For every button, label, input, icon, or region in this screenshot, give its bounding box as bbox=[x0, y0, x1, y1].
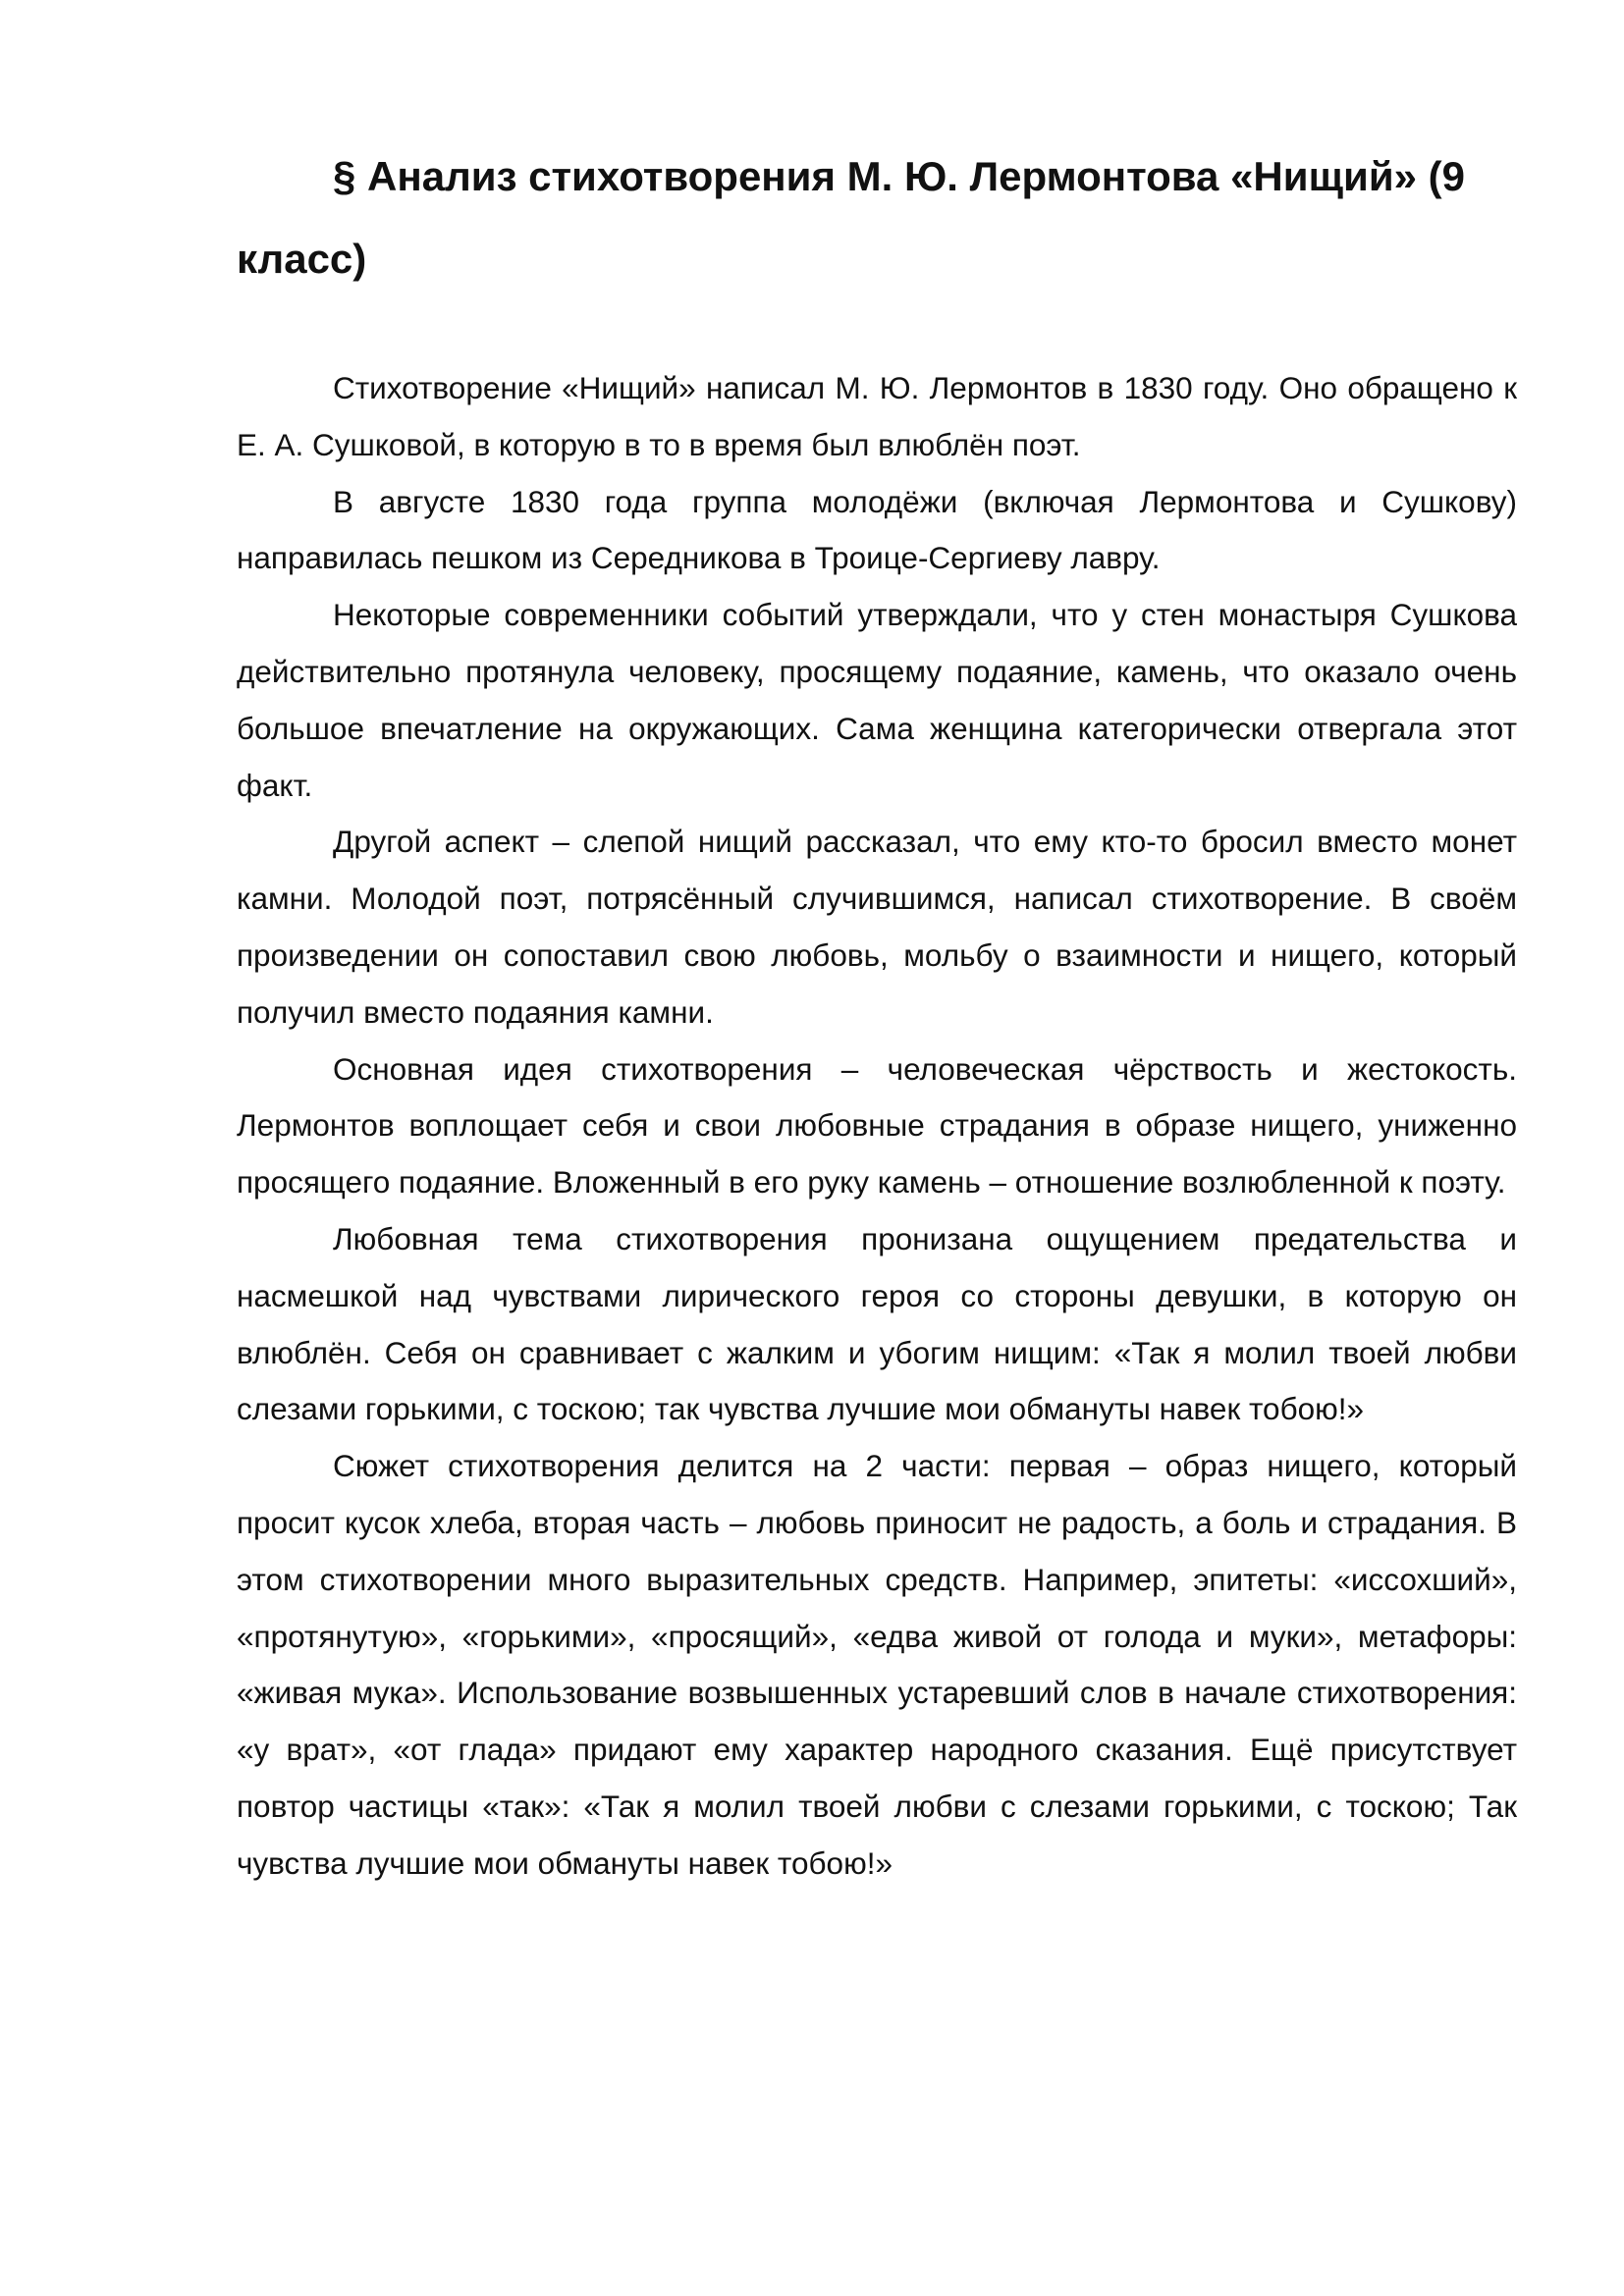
paragraph: Некоторые современники событий утверждали, что у стен монастыря Сушкова действительно протянула человеку, просящему подаяние, камень, что оказало очень большое впечатление на окружающих. Сама женщина категорически отвергала этот факт. bbox=[237, 597, 1517, 803]
paragraph: Основная идея стихотворения – человеческая чёрствость и жестокость. Лермонтов воплощает себя и свои любовные страдания в образе нищего, униженно просящего подаяние. Вложенный в его руку камень – отношение возлюбленной к поэту. bbox=[237, 1050, 1517, 1201]
paragraph: Другой аспект – слепой нищий рассказал, что ему кто-то бросил вместо монет камни. Молодой поэт, потрясённый случившимся, написал стихотворение. В своём произведении он сопоставил свою любовь, мольбу о взаимности и нищего, который получил вместо подаяния камни. bbox=[237, 824, 1517, 1030]
paragraph: Стихотворение «Нищий» написал М. Ю. Лермонтов в 1830 году. Оно обращено к Е. А. Сушковой, в которую в то в время был влюблён поэт. bbox=[237, 370, 1517, 462]
paragraph: В августе 1830 года группа молодёжи (включая Лермонтова и Сушкову) направилась пешком из Середникова в Троице-Сергиеву лавру. bbox=[237, 483, 1517, 576]
document-body bbox=[237, 360, 1517, 1893]
paragraph: Любовная тема стихотворения пронизана ощущением предательства и насмешкой над чувствами лирического героя со стороны девушки, в которую он влюблён. Себя он сравнивает с жалким и убогим нищим: «Так я молил твоей любви слезами горькими, с тоскою; так чувства лучшие мои обмануты навек тобою!» bbox=[237, 1220, 1517, 1427]
paragraph: Сюжет стихотворения делится на 2 части: первая – образ нищего, который просит кусок хлеба, вторая часть – любовь приносит не радость, а боль и страдания. В этом стихотворении много выразительных средств. Например, эпитеты: «иссохший», «протянутую», «горькими», «просящий», «едва живой от голода и муки», метафоры: «живая мука». Использование возвышенных устаревший слов в начале стихотворения: «у врат», «от глада» придают ему характер народного сказания. Ещё присутствует повтор частицы «так»: «Так я молил твоей любви с слезами горькими, с тоскою; Так чувства лучшие мои обмануты навек тобою!» bbox=[237, 1448, 1517, 1881]
page-title: § Анализ стихотворения М. Ю. Лермонтова «Нищий» (9 класс) bbox=[237, 153, 1466, 282]
